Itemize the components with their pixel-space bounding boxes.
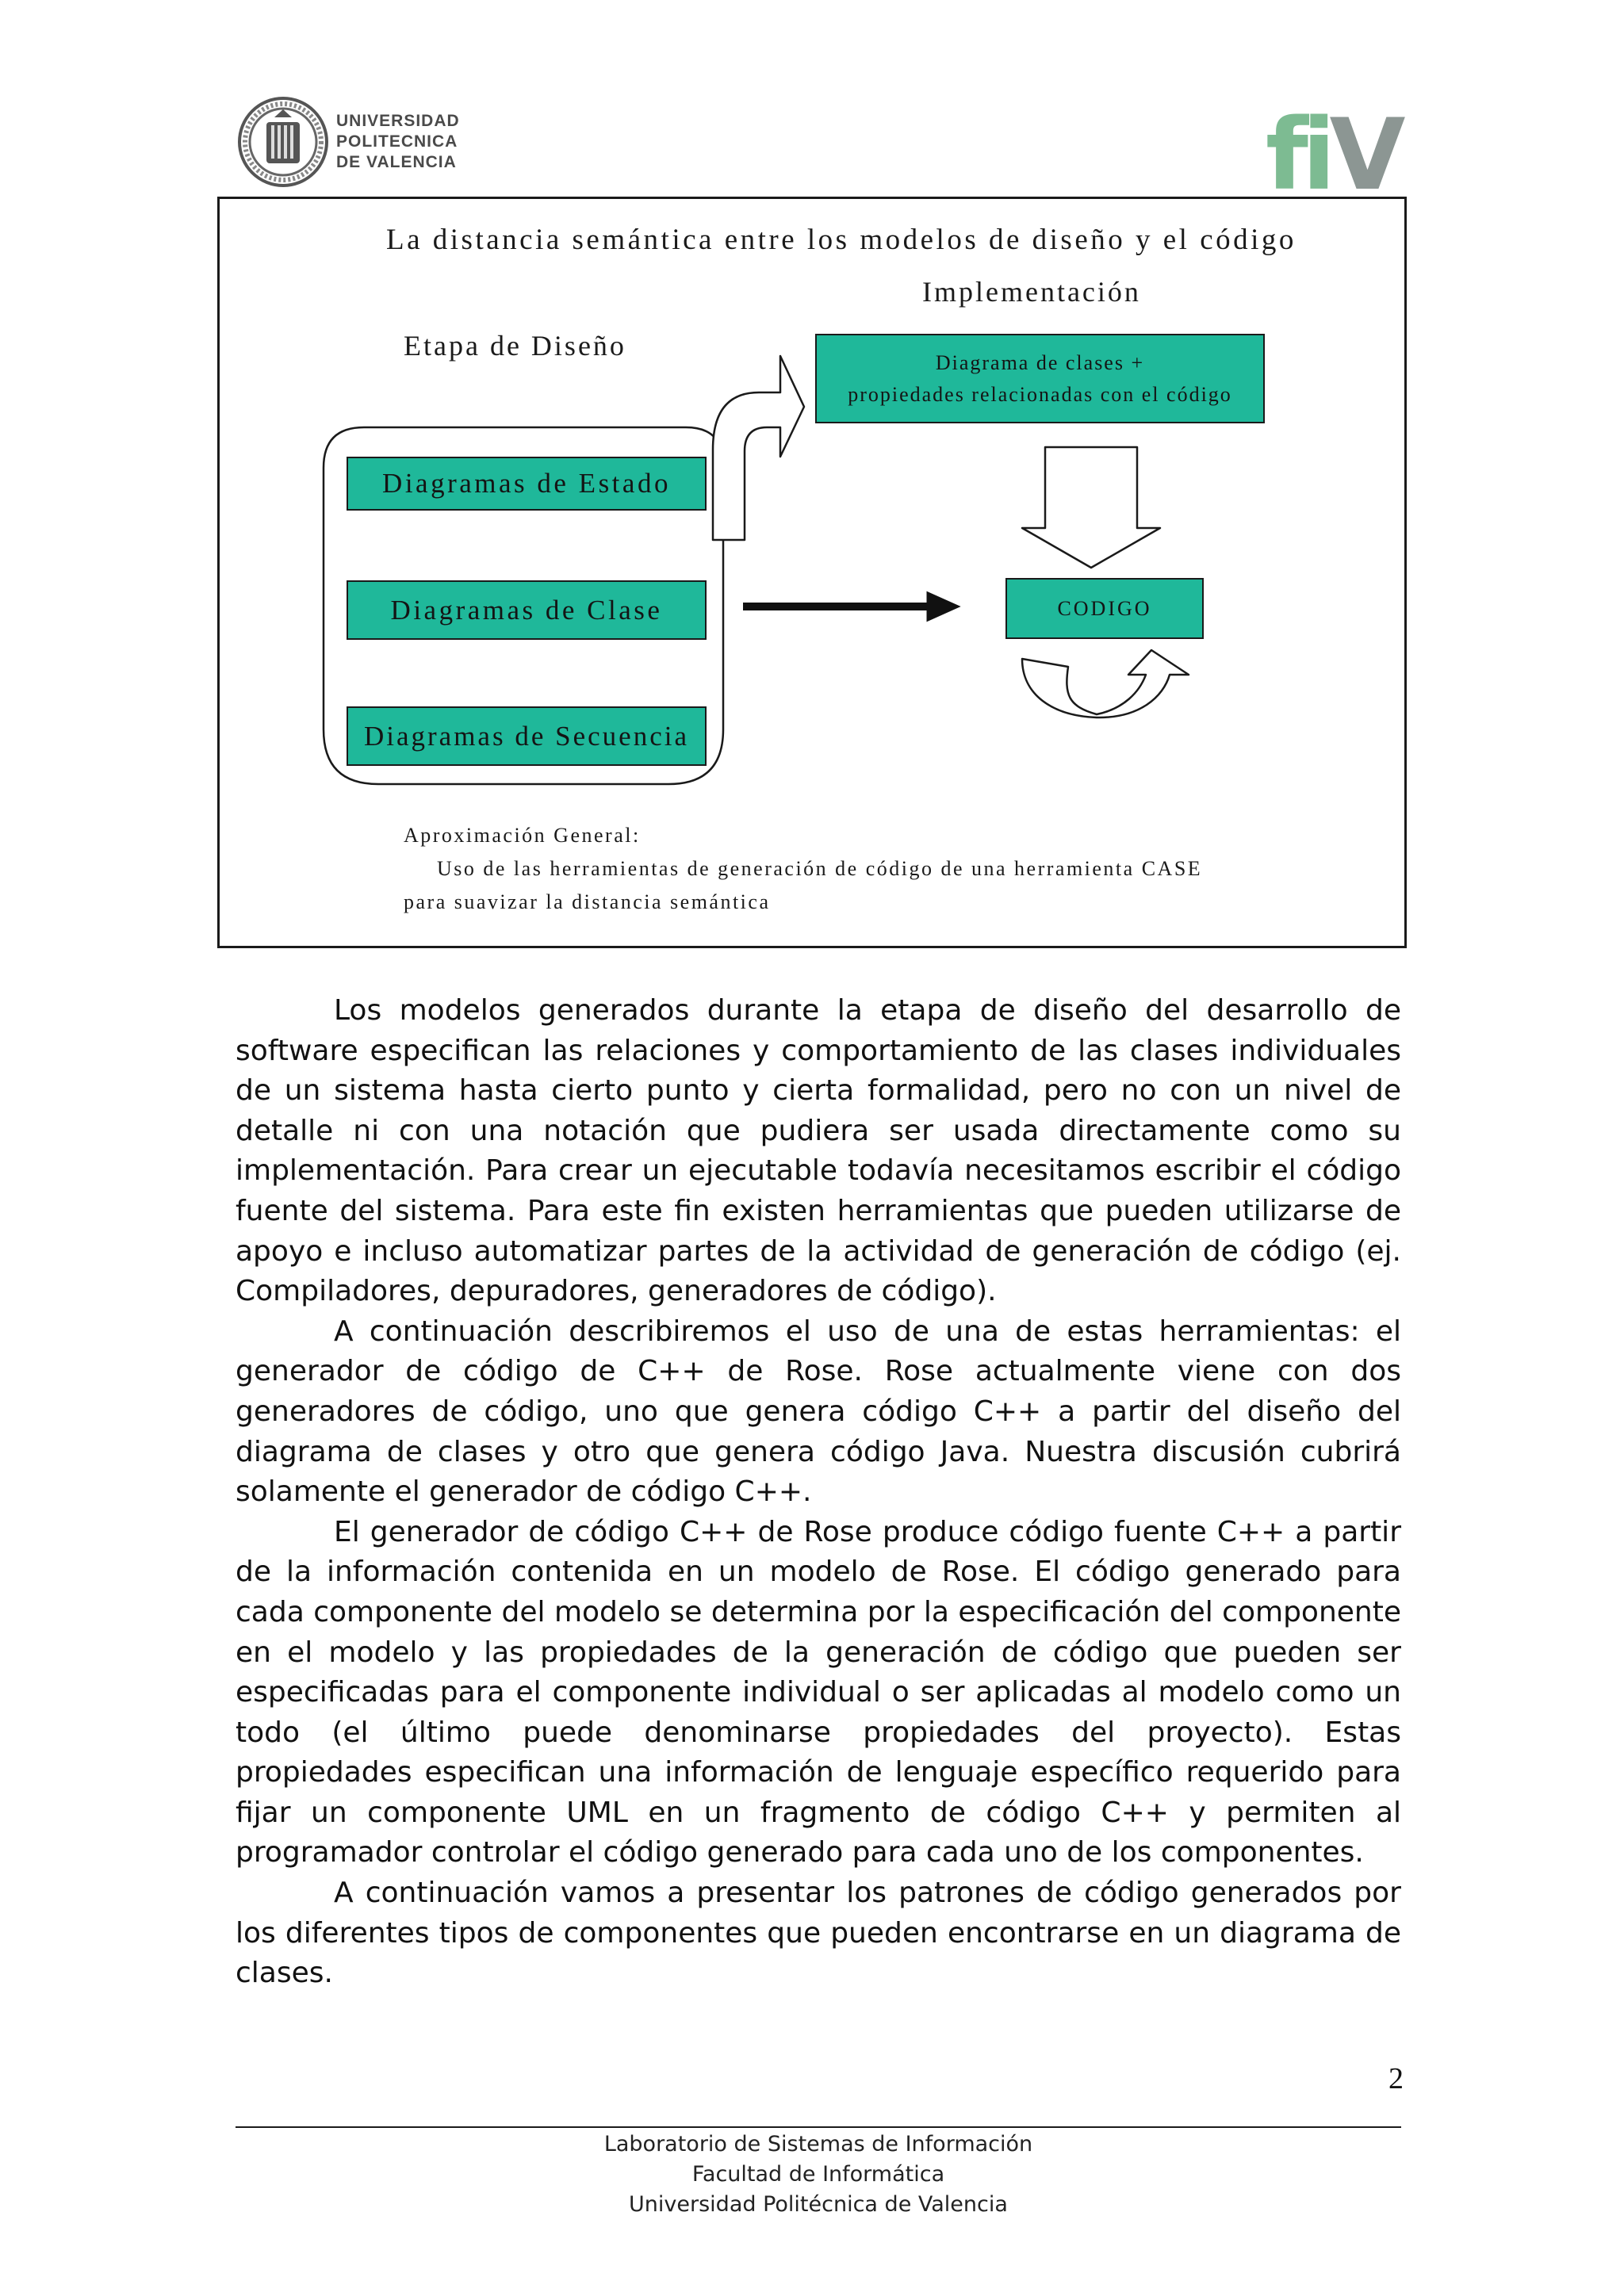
paragraph-4: A continuación vamos a presentar los patrones de código generados por los diferentes tipos de componentes que pueden encontrarse en un diagrama de clases. [236,1877,1401,1990]
figure-title: La distancia semántica entre los modelos de diseño y el código [386,224,1297,256]
footer-line-3: Universidad Politécnica de Valencia [629,2192,1008,2217]
footer [236,2130,1401,2220]
class-diagrams-box: Diagramas de Clase [347,580,707,640]
footer-line-1: Laboratorio de Sistemas de Información [603,2132,1033,2156]
page-number: 2 [1388,2062,1404,2095]
down-arrow-icon [1022,447,1160,568]
figure-caption [404,819,1202,919]
sequence-diagrams-box: Diagramas de Secuencia [347,706,707,766]
paragraph-1: Los modelos generados durante la etapa de diseño del desarrollo de software especifican las relaciones y comportamiento de las clases individuales de un sistema hasta cierto punto y cierta formalidad, pero no con un nivel de detalle ni con una notación que pudiera ser usada directamente como su implementación. Para crear un ejecutable todavía necesitamos escribir el código fuente del sistema. Para este fin existen herramientas que pueden utilizarse de apoyo e incluso automatizar partes de la actividad de generación de código (ej. Compiladores, depuradores, generadores de código). [236,994,1401,1308]
caption-line-2: Uso de las herramientas de generación de código de una herramienta CASE [437,857,1203,880]
semantic-distance-figure [217,197,1407,948]
class-diagram-box-line-1: Diagrama de clases + [935,350,1145,374]
curved-up-right-arrow-icon [713,356,804,540]
upv-logo [236,95,482,193]
caption-line-3: para suavizar la distancia semántica [404,890,771,913]
implementation-label: Implementación [922,276,1141,308]
footer-line-2: Facultad de Informática [691,2162,945,2187]
footer-divider [236,2126,1401,2128]
class-diagram-box-line-2: propiedades relacionadas con el código [848,382,1232,406]
fiv-logo-letter-v: V [1329,98,1400,212]
paragraph-2: A continuación describiremos el uso de una de estas herramientas: el generador de código de C++ de Rose. Rose actualmente viene con dos generadores de código, uno que genera código C++ a partir del diseño del diagrama de clases y otro que genera código Java. Nuestra discusión cubrirá solamente el generador de código C++. [236,1314,1401,1509]
caption-line-1: Aproximación General: [404,824,641,847]
fiv-logo [1266,98,1400,212]
paragraph-3: El generador de código C++ de Rose produce código fuente C++ a partir de la información contenida en un modelo de Rose. El código generado para cada componente del modelo se determina por la especificación del componente en el modelo y las propiedades de la generación de código que pueden ser especificadas para el componente individual o ser aplicadas al modelo como un todo (el último puede denominarse propiedades del proyecto). Estas propiedades especifican una información de lenguaje específico requerido para fijar un componente UML en un fragmento de código C++ y permiten al programador controlar el código generado para cada uno de los componentes. [236,1515,1401,1869]
body-text [236,991,1401,1994]
design-stage-label: Etapa de Diseño [404,330,626,362]
university-seal-icon [236,95,330,189]
fiv-logo-letters-fi: fi [1266,98,1330,212]
right-arrow-head-icon [928,593,958,620]
code-box: CODIGO [1005,578,1204,639]
university-name: UNIVERSIDAD POLITECNICA DE VALENCIA [336,112,460,171]
class-diagram-properties-box [815,334,1265,423]
state-diagrams-box: Diagramas de Estado [347,457,707,511]
round-trip-arrow-icon [1022,650,1189,718]
